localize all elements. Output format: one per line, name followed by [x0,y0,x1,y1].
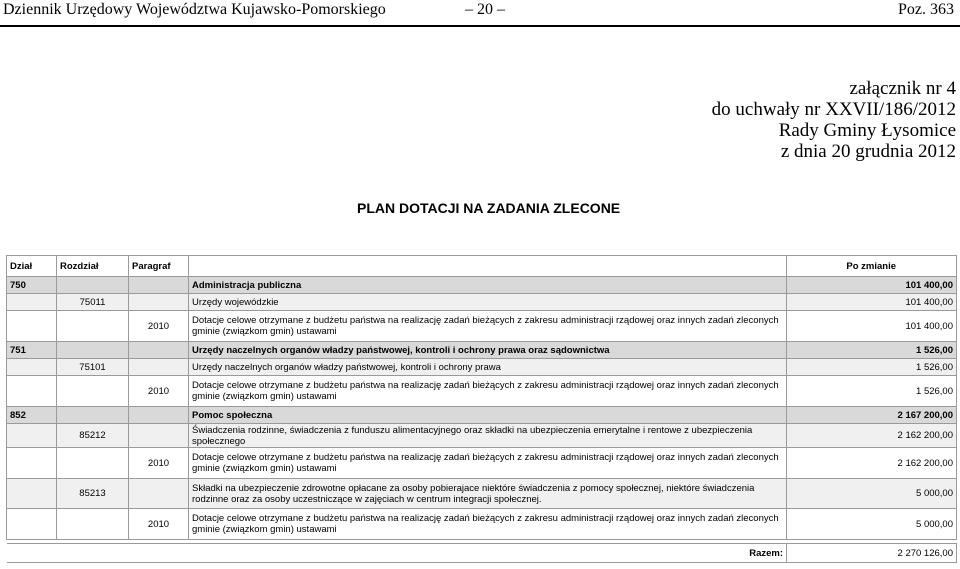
cell-paragraf: 2010 [129,311,189,342]
table-row [7,342,957,359]
col-header-paragraf: Paragraf [129,256,189,277]
cell-dzial [7,376,57,407]
cell-rozdzial: 75101 [57,359,129,376]
cell-paragraf: 2010 [129,509,189,540]
cell-opis: Świadczenia rodzinne, świadczenia z funduszu alimentacyjnego oraz składki na ubezpieczenia emerytalne i rentowe z ubezpieczenia społecznego [189,424,787,448]
attachment-line-2: do uchwały nr XXVII/186/2012 [711,99,956,120]
attachment-line-4: z dnia 20 grudnia 2012 [780,141,956,162]
cell-opis: Dotacje celowe otrzymane z budżetu państwa na realizację zadań bieżących z zakresu administracji rządowej oraz innych zadań zleconych gminie (związkom gmin) ustawami [189,311,787,342]
cell-paragraf [129,342,189,359]
total-label: Razem: [7,544,787,563]
cell-kwota: 1 526,00 [787,359,957,376]
cell-paragraf [129,479,189,509]
table-row [7,294,957,311]
cell-rozdzial: 75011 [57,294,129,311]
cell-paragraf: 2010 [129,448,189,479]
cell-opis: Urzędy naczelnych organów władzy państwowej, kontroli i ochrony prawa [189,359,787,376]
journal-title: Dziennik Urzędowy Województwa Kujawsko-Pomorskiego [3,1,386,18]
document-title: PLAN DOTACJI NA ZADANIA ZLECONE [357,200,621,216]
table-row [7,479,957,509]
cell-paragraf [129,424,189,448]
cell-opis: Urzędy wojewódzkie [189,294,787,311]
table-row [7,311,957,342]
cell-rozdzial [57,509,129,540]
cell-rozdzial: 85213 [57,479,129,509]
table-row [7,277,957,294]
cell-rozdzial: 85212 [57,424,129,448]
cell-dzial [7,448,57,479]
cell-opis: Urzędy naczelnych organów władzy państwowej, kontroli i ochrony prawa oraz sądownictwa [189,342,787,359]
cell-kwota: 101 400,00 [787,294,957,311]
table-header-row [7,256,957,277]
cell-opis: Dotacje celowe otrzymane z budżetu państwa na realizację zadań bieżących z zakresu administracji rządowej oraz innych zadań zleconych gminie (związkom gmin) ustawami [189,448,787,479]
cell-rozdzial [57,407,129,424]
attachment-note [712,78,956,162]
table-row [7,448,957,479]
cell-kwota: 2 167 200,00 [787,407,957,424]
cell-kwota: 101 400,00 [787,311,957,342]
table-row [7,376,957,407]
subsidy-table [6,255,957,563]
cell-rozdzial [57,448,129,479]
page-header [0,0,960,27]
total-amount: 2 270 126,00 [787,544,957,563]
position-number: Poz. 363 [898,1,954,18]
cell-rozdzial [57,376,129,407]
cell-kwota: 101 400,00 [787,277,957,294]
col-header-kwota: Po zmianie [787,256,957,277]
cell-kwota: 2 162 200,00 [787,448,957,479]
attachment-line-1: załącznik nr 4 [849,78,956,99]
cell-kwota: 1 526,00 [787,342,957,359]
cell-dzial: 750 [7,277,57,294]
cell-paragraf: 2010 [129,376,189,407]
cell-paragraf [129,359,189,376]
cell-dzial: 751 [7,342,57,359]
cell-paragraf [129,407,189,424]
table-row [7,509,957,540]
page-number: – 20 – [465,1,505,18]
cell-dzial [7,479,57,509]
cell-opis: Pomoc społeczna [189,407,787,424]
cell-opis: Składki na ubezpieczenie zdrowotne opłacane za osoby pobierajace niektóre świadczenia z pomocy społecznej, niektóre świadczenia rodzinne oraz za osoby uczestniczące w zajęciach w centrum integracji społecznej. [189,479,787,509]
total-row [7,544,957,563]
cell-dzial [7,509,57,540]
cell-rozdzial [57,342,129,359]
cell-kwota: 5 000,00 [787,479,957,509]
attachment-line-3: Rady Gminy Łysomice [778,120,956,141]
cell-opis: Dotacje celowe otrzymane z budżetu państwa na realizację zadań bieżących z zakresu administracji rządowej oraz innych zadań zleconych gminie (związkom gmin) ustawami [189,376,787,407]
cell-dzial [7,294,57,311]
col-header-opis [189,256,787,277]
cell-dzial [7,424,57,448]
cell-kwota: 1 526,00 [787,376,957,407]
cell-paragraf [129,294,189,311]
cell-dzial: 852 [7,407,57,424]
table-row [7,424,957,448]
cell-paragraf [129,277,189,294]
cell-kwota: 2 162 200,00 [787,424,957,448]
cell-dzial [7,359,57,376]
col-header-dzial: Dział [7,256,57,277]
cell-dzial [7,311,57,342]
table-row [7,407,957,424]
cell-rozdzial [57,311,129,342]
cell-rozdzial [57,277,129,294]
cell-opis: Administracja publiczna [189,277,787,294]
cell-opis: Dotacje celowe otrzymane z budżetu państwa na realizację zadań bieżących z zakresu administracji rządowej oraz innych zadań zleconych gminie (związkom gmin) ustawami [189,509,787,540]
table-row [7,359,957,376]
cell-kwota: 5 000,00 [787,509,957,540]
col-header-rozdzial: Rozdział [57,256,129,277]
